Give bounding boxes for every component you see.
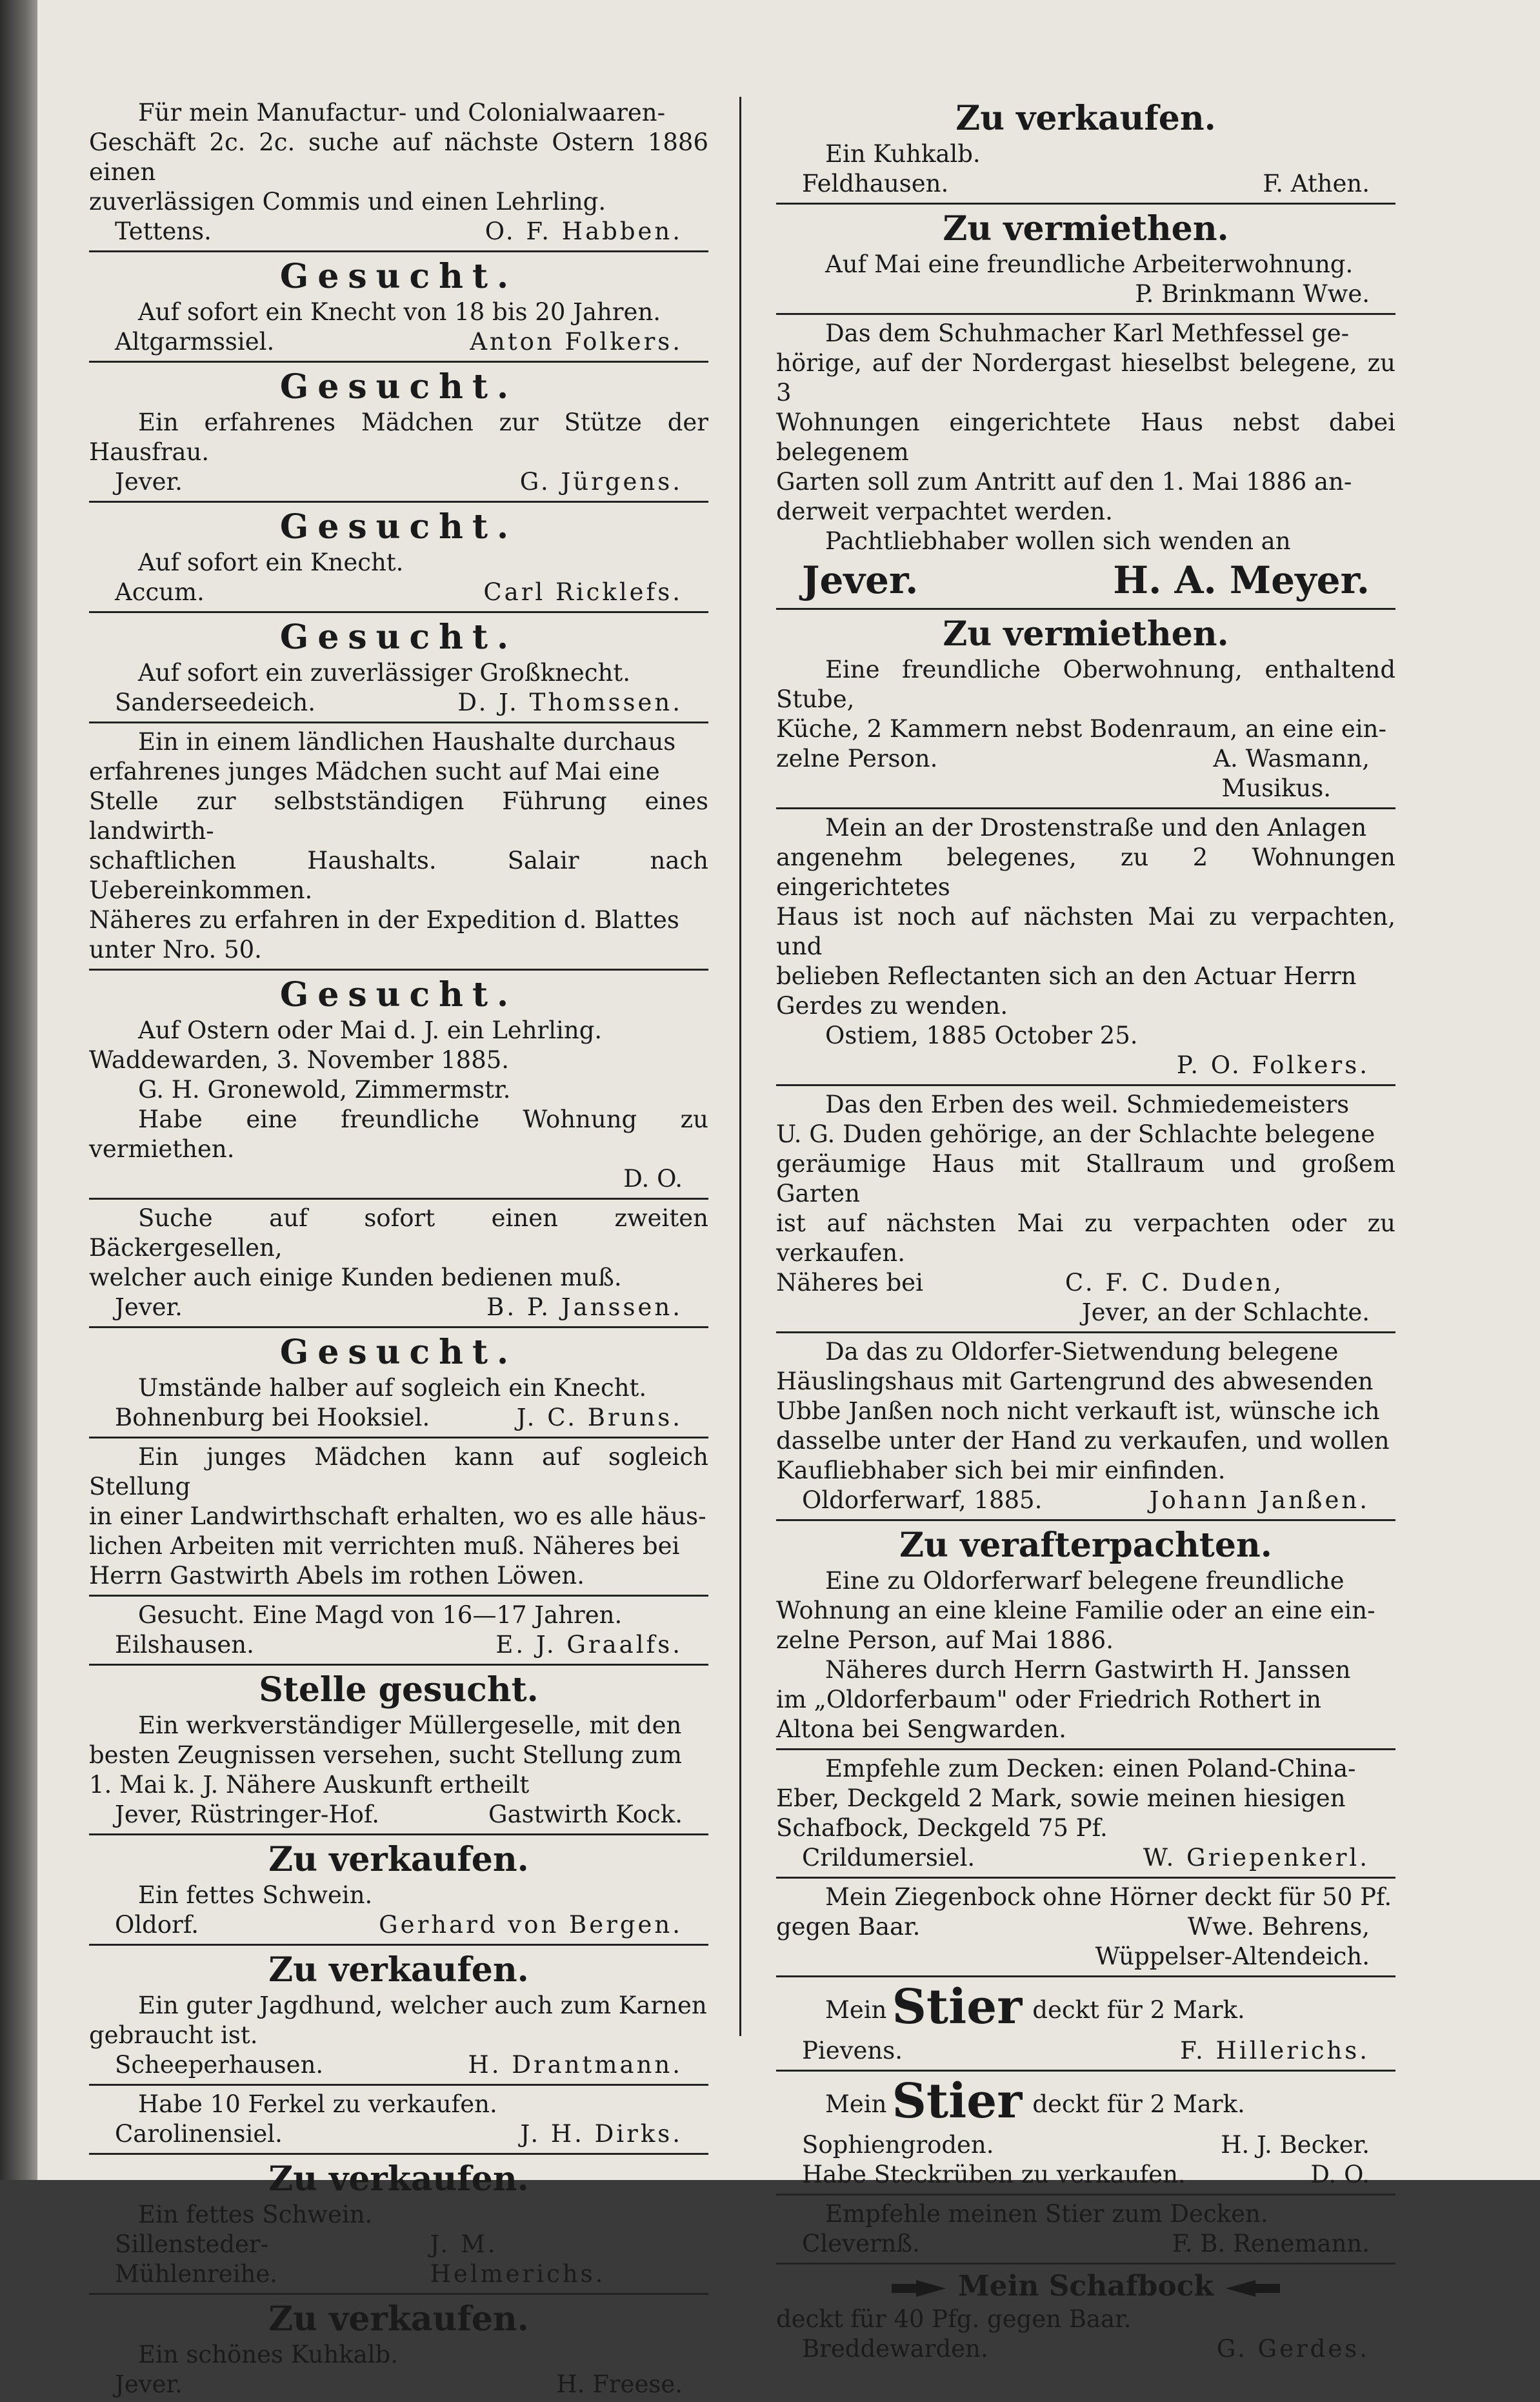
ad-line: ist auf nächsten Mai zu verpachten oder zu verkaufen.: [776, 1209, 1395, 1267]
ad-brinkmann: [776, 207, 1395, 312]
ad-heading: Zu vermiethen.: [943, 614, 1229, 654]
ad-place: Sophiengroden.: [802, 2131, 994, 2159]
ad-signer: Johann Janßen.: [1149, 1486, 1370, 1514]
ad-line: Ein junges Mädchen kann auf sogleich Stellung: [89, 1443, 708, 1500]
ad-signer: Carl Ricklefs.: [483, 578, 683, 606]
pointing-hand-right-icon: [890, 2277, 948, 2299]
ad-line: Suche auf sofort einen zweiten Bäckergesellen,: [89, 1204, 708, 1262]
ad-bruns: [89, 1331, 708, 1435]
ad-line: dasselbe unter der Hand zu verkaufen, und wollen: [776, 1427, 1390, 1455]
ad-signer: Gastwirth Kock.: [488, 1801, 683, 1828]
ad-line: Stelle zur selbstständigen Führung eines landwirth-: [89, 787, 708, 845]
ad-line: deckt für 40 Pfg. gegen Baar.: [776, 2305, 1132, 2333]
ad-line: Eber, Deckgeld 2 Mark, sowie meinen hiesigen: [776, 1784, 1346, 1812]
ad-line: in einer Landwirthschaft erhalten, wo es alle häus-: [89, 1502, 706, 1530]
pointing-hand-left-icon: [1223, 2277, 1281, 2299]
ad-folkers-ostiem: [776, 812, 1395, 1083]
ad-place: Clevernß.: [802, 2230, 920, 2257]
separator-rule: [89, 1833, 708, 1835]
ad-line: Wohnung an eine kleine Familie oder an eine ein-: [776, 1597, 1375, 1624]
ad-heading: Zu vermiethen.: [943, 209, 1229, 248]
ad-line: zelne Person.: [776, 745, 938, 772]
ad-place: Accum.: [115, 578, 205, 606]
separator-rule: [89, 250, 708, 252]
ad-display-word: Stier: [892, 2074, 1023, 2129]
ad-line: angenehm belegenes, zu 2 Wohnungen eingerichtetes: [776, 843, 1395, 901]
ad-gerdes-schafbock: [776, 2267, 1395, 2367]
ad-line: Häuslingshaus mit Gartengrund des abwesenden: [776, 1368, 1374, 1395]
ad-line: Empfehle zum Decken: einen Poland-China-: [825, 1755, 1356, 1782]
ad-line: erfahrenes junges Mädchen sucht auf Mai eine: [89, 758, 660, 785]
ad-freese: [89, 2297, 708, 2402]
ad-line: Da das zu Oldorfer-Sietwendung belegene: [825, 1338, 1339, 1366]
separator-rule: [89, 2084, 708, 2086]
ad-signer-address: Wüppelser-Altendeich.: [1095, 1943, 1370, 1970]
ad-heading: Mein Schafbock: [957, 2270, 1214, 2303]
right-column: [776, 97, 1395, 2367]
newspaper-page: [37, 0, 1540, 2398]
ad-line: Ein werkverständiger Müllergeselle, mit den: [138, 1711, 682, 1739]
ad-place: Pievens.: [802, 2037, 903, 2064]
separator-rule: [776, 1748, 1395, 1750]
separator-rule: [89, 1595, 708, 1597]
ad-display-word: Stier: [892, 1979, 1023, 2035]
ad-line: deckt für 2 Mark.: [1032, 1996, 1245, 2024]
ad-place: Carolinensiel.: [115, 2120, 283, 2148]
ad-line: Umstände halber auf sogleich ein Knecht.: [138, 1374, 647, 1402]
ad-line: lichen Arbeiten mit verrichten muß. Näheres bei: [89, 1532, 680, 1560]
ad-heading: Zu verkaufen.: [268, 1840, 529, 1879]
ad-line: im „Oldorferbaum" oder Friedrich Rothert in: [776, 1686, 1322, 1713]
ad-juergens: [89, 365, 708, 500]
separator-rule: [89, 722, 708, 723]
separator-rule: [776, 1084, 1395, 1086]
ad-signer: F. B. Renemann.: [1172, 2230, 1370, 2257]
ad-muellergeselle: [89, 1668, 708, 1832]
ad-line: Mein: [825, 2090, 887, 2118]
separator-rule: [89, 969, 708, 971]
ad-gronewold: [89, 973, 708, 1196]
ad-signer: E. J. Graalfs.: [495, 1631, 683, 1659]
ad-place: Jever.: [115, 2370, 183, 2398]
ad-line: Gesucht. Eine Magd von 16—17 Jahren.: [138, 1601, 623, 1629]
ad-line: Auf sofort ein Knecht.: [138, 549, 404, 576]
ad-signer: O. F. Habben.: [485, 217, 683, 245]
ad-landwirthschaft: [89, 1441, 708, 1593]
ad-helmerichs: [89, 2157, 708, 2292]
ad-line: hörige, auf der Nordergast hieselbst belegene, zu 3: [776, 349, 1395, 407]
ad-signer: P. Brinkmann Wwe.: [1135, 280, 1370, 308]
ad-signer: D. O.: [1310, 2161, 1370, 2188]
ad-meyer: [776, 318, 1395, 607]
ad-date: Oldorferwarf, 1885.: [802, 1486, 1043, 1514]
separator-rule: [776, 1519, 1395, 1521]
ad-heading: Gesucht.: [279, 507, 518, 547]
ad-place: Breddewarden.: [802, 2335, 988, 2363]
ad-signer: J. M. Helmerichs.: [430, 2230, 606, 2288]
ad-line: Garten soll zum Antritt auf den 1. Mai 1886 an-: [776, 468, 1352, 496]
ad-ricklefs: [89, 505, 708, 610]
separator-rule: [89, 501, 708, 503]
separator-rule: [776, 1331, 1395, 1333]
ad-line: Eine zu Oldorferwarf belegene freundliche: [825, 1567, 1345, 1595]
separator-rule: [89, 1198, 708, 1200]
ad-signer: G. Jürgens.: [519, 468, 683, 496]
ad-signer: A. Wasmann,: [1213, 745, 1370, 772]
ad-verafterpachten: [776, 1524, 1395, 1747]
separator-rule: [89, 2293, 708, 2295]
ad-heading: Gesucht.: [279, 618, 518, 657]
ad-line: Ubbe Janßen noch nicht verkauft ist, wünsche ich: [776, 1397, 1380, 1425]
ad-line: Das dem Schuhmacher Karl Methfessel ge-: [825, 319, 1350, 347]
ad-becker: [776, 2074, 1395, 2192]
ad-line: zuverlässigen Commis und einen Lehrling.: [89, 188, 606, 216]
ad-line: Ein fettes Schwein.: [138, 1881, 373, 1909]
ad-line: Auf Mai eine freundliche Arbeiterwohnung.: [825, 250, 1354, 278]
ad-line: Habe Steckrüben zu verkaufen.: [802, 2161, 1186, 2188]
ad-line: Ein fettes Schwein.: [138, 2201, 373, 2228]
ad-line: Auf sofort ein zuverlässiger Großknecht.: [138, 659, 630, 687]
ad-place: Bohnenburg bei Hooksiel.: [115, 1404, 430, 1431]
separator-rule: [89, 1326, 708, 1328]
separator-rule: [89, 361, 708, 363]
ad-line: 1. Mai k. J. Nähere Auskunft ertheilt: [89, 1771, 530, 1799]
ad-behrens: [776, 1881, 1395, 1974]
ad-line: Ein schönes Kuhkalb.: [138, 2341, 398, 2368]
ad-signer: D. J. Thomssen.: [457, 689, 683, 716]
ad-signer: Gerhard von Bergen.: [379, 1911, 683, 1939]
ad-folkers: [89, 255, 708, 359]
ad-line: Ein Kuhkalb.: [825, 140, 981, 168]
separator-rule: [776, 608, 1395, 610]
ad-heading: Zu verkaufen.: [955, 99, 1216, 138]
separator-rule: [776, 2263, 1395, 2265]
separator-rule: [776, 313, 1395, 315]
ad-signer: Anton Folkers.: [470, 328, 683, 356]
ad-signer: D. O.: [623, 1165, 683, 1193]
ad-heading: Zu verkaufen.: [268, 2299, 529, 2339]
separator-rule: [776, 1975, 1395, 1977]
ad-place: Altgarmssiel.: [115, 328, 275, 356]
ad-line: Mein an der Drostenstraße und den Anlagen: [825, 814, 1367, 842]
ad-place: Jever, Rüstringer-Hof.: [115, 1801, 380, 1828]
ad-heading: Stelle gesucht.: [259, 1670, 539, 1710]
separator-rule: [89, 2153, 708, 2155]
ad-hillerichs: [776, 1980, 1395, 2068]
ad-line: Habe eine freundliche Wohnung zu vermiethen.: [89, 1105, 708, 1163]
ad-signer: G. Gerdes.: [1216, 2335, 1370, 2363]
ad-maedchen-haushalt: [89, 726, 708, 967]
ad-line: Das den Erben des weil. Schmiedemeisters: [825, 1091, 1350, 1118]
ad-place: Jever.: [115, 1293, 183, 1321]
ad-signer-title: Musikus.: [1221, 774, 1331, 802]
left-column: [89, 97, 708, 2402]
ad-line: Ein in einem ländlichen Haushalte durchaus: [138, 728, 676, 756]
ad-line: zelne Person, auf Mai 1886.: [776, 1626, 1114, 1654]
ad-line: Auf Ostern oder Mai d. J. ein Lehrling.: [138, 1016, 603, 1044]
ad-place: Eilshausen.: [115, 1631, 254, 1659]
ad-signer: J. C. Bruns.: [516, 1404, 683, 1431]
ad-line: Für mein Manufactur- und Colonialwaaren-: [138, 99, 666, 126]
ad-line: gegen Baar.: [776, 1913, 921, 1941]
ad-line: Mein Ziegenbock ohne Hörner deckt für 50 Pf.: [825, 1883, 1392, 1911]
ad-line: Ein erfahrenes Mädchen zur Stütze der Hausfrau.: [89, 409, 708, 466]
ad-line: Gerdes zu wenden.: [776, 992, 1008, 1020]
separator-rule: [89, 1437, 708, 1438]
ad-athen: [776, 97, 1395, 201]
ad-line: U. G. Duden gehörige, an der Schlachte belegene: [776, 1120, 1375, 1148]
ad-signer: H. Freese.: [556, 2370, 683, 2398]
ad-line: Herrn Gastwirth Abels im rothen Löwen.: [89, 1562, 585, 1590]
ad-line: welcher auch einige Kunden bedienen muß.: [89, 1264, 622, 1291]
ad-line: unter Nro. 50.: [89, 936, 262, 964]
ad-line: Schafbock, Deckgeld 75 Pf.: [776, 1814, 1108, 1842]
ad-line: Eine freundliche Oberwohnung, enthaltend Stube,: [776, 656, 1395, 713]
ad-renemann: [776, 2198, 1395, 2261]
ad-heading: Gesucht.: [279, 975, 518, 1014]
ad-heading: Zu verkaufen.: [268, 1950, 529, 1990]
ad-heading: Zu verkaufen.: [268, 2159, 529, 2199]
ad-date: Ostiem, 1885 October 25.: [825, 1022, 1138, 1049]
scan-gutter: [0, 0, 37, 2180]
ad-signer: J. H. Dirks.: [520, 2120, 683, 2148]
ad-signer: F. Athen.: [1263, 170, 1370, 197]
ad-signer: C. F. C. Duden,: [1065, 1269, 1285, 1297]
ad-signer: Wwe. Behrens,: [1187, 1913, 1370, 1941]
ad-line: Näheres zu erfahren in der Expedition d. Blattes: [89, 906, 679, 934]
ad-line: Wohnungen eingerichtete Haus nebst dabei belegenem: [776, 409, 1395, 466]
ad-signer: H. A. Meyer.: [1113, 558, 1370, 602]
ad-drantmann: [89, 1948, 708, 2083]
ad-place: Feldhausen.: [802, 170, 949, 197]
ad-line: Geschäft 2c. 2c. suche auf nächste Ostern 1886 einen: [89, 128, 708, 186]
separator-rule: [776, 203, 1395, 205]
ad-janssen: [89, 1202, 708, 1325]
ad-place: Sillensteder-Mühlenreihe.: [115, 2230, 278, 2288]
ad-heading: Zu verafterpachten.: [899, 1526, 1272, 1565]
separator-rule: [89, 1664, 708, 1666]
ad-line: Mein: [825, 1996, 887, 2024]
ad-place: Jever.: [115, 468, 183, 496]
ad-heading: Gesucht.: [279, 367, 518, 407]
ad-place: Crildumersiel.: [802, 1844, 975, 1872]
separator-rule: [89, 1944, 708, 1946]
ad-line: besten Zeugnissen versehen, sucht Stellung zum: [89, 1741, 682, 1769]
ad-line: Näheres bei: [776, 1269, 923, 1297]
ad-graalfs: [89, 1599, 708, 1662]
separator-rule: [89, 611, 708, 613]
ad-line: Empfehle meinen Stier zum Decken.: [825, 2200, 1268, 2228]
ad-signer: W. Griepenkerl.: [1143, 1844, 1370, 1872]
ad-thomssen: [89, 616, 708, 720]
ad-heading: Gesucht.: [279, 257, 518, 296]
ad-line: deckt für 2 Mark.: [1032, 2090, 1245, 2118]
ad-signer: P. O. Folkers.: [1176, 1051, 1370, 1079]
ad-line: derweit verpachtet werden.: [776, 498, 1113, 525]
ad-signer-address: Jever, an der Schlachte.: [1081, 1298, 1370, 1326]
ad-duden: [776, 1089, 1395, 1330]
column-divider: [739, 97, 741, 2036]
ad-line: Altona bei Sengwarden.: [776, 1715, 1066, 1743]
ad-signer: B. P. Janssen.: [486, 1293, 683, 1321]
ad-habben: [89, 97, 708, 249]
ad-place: Oldorf.: [115, 1911, 199, 1939]
ad-dirks: [89, 2088, 708, 2152]
ad-line: belieben Reflectanten sich an den Actuar Herrn: [776, 962, 1357, 990]
ad-line: schaftlichen Haushalts. Salair nach Uebereinkommen.: [89, 847, 708, 904]
ad-signer: F. Hillerichs.: [1180, 2037, 1370, 2064]
ad-place: Sanderseedeich.: [115, 689, 316, 716]
separator-rule: [776, 2194, 1395, 2195]
ad-place: Jever.: [802, 558, 919, 602]
separator-rule: [776, 807, 1395, 809]
ad-von-bergen: [89, 1838, 708, 1943]
ad-line: Haus ist noch auf nächsten Mai zu verpachten, und: [776, 903, 1395, 960]
ad-line: geräumige Haus mit Stallraum und großem Garten: [776, 1150, 1395, 1207]
ad-wasmann: [776, 612, 1395, 806]
ad-line: Näheres durch Herrn Gastwirth H. Janssen: [825, 1656, 1351, 1684]
ad-line: Ein guter Jagdhund, welcher auch zum Karnen: [138, 1992, 707, 2019]
ad-place: Tettens.: [115, 217, 212, 245]
ad-line: gebraucht ist.: [89, 2021, 258, 2049]
ad-line: Habe 10 Ferkel zu verkaufen.: [138, 2090, 497, 2118]
separator-rule: [776, 2070, 1395, 2072]
ad-signer: H. Drantmann.: [468, 2051, 683, 2079]
separator-rule: [776, 1877, 1395, 1879]
ad-line: Küche, 2 Kammern nebst Bodenraum, an eine ein-: [776, 715, 1386, 743]
ad-signer: G. H. Gronewold, Zimmermstr.: [138, 1076, 511, 1104]
ad-line: Pachtliebhaber wollen sich wenden an: [825, 527, 1291, 555]
ad-date: Waddewarden, 3. November 1885.: [89, 1046, 510, 1074]
ad-signer: H. J. Becker.: [1221, 2131, 1370, 2159]
ad-griepenkerl: [776, 1753, 1395, 1875]
ad-janssen-oldorf: [776, 1336, 1395, 1518]
ad-line: Auf sofort ein Knecht von 18 bis 20 Jahren.: [138, 298, 661, 326]
ad-place: Scheeperhausen.: [115, 2051, 324, 2079]
ad-line: Kaufliebhaber sich bei mir einfinden.: [776, 1457, 1226, 1484]
ad-heading: Gesucht.: [279, 1333, 518, 1372]
